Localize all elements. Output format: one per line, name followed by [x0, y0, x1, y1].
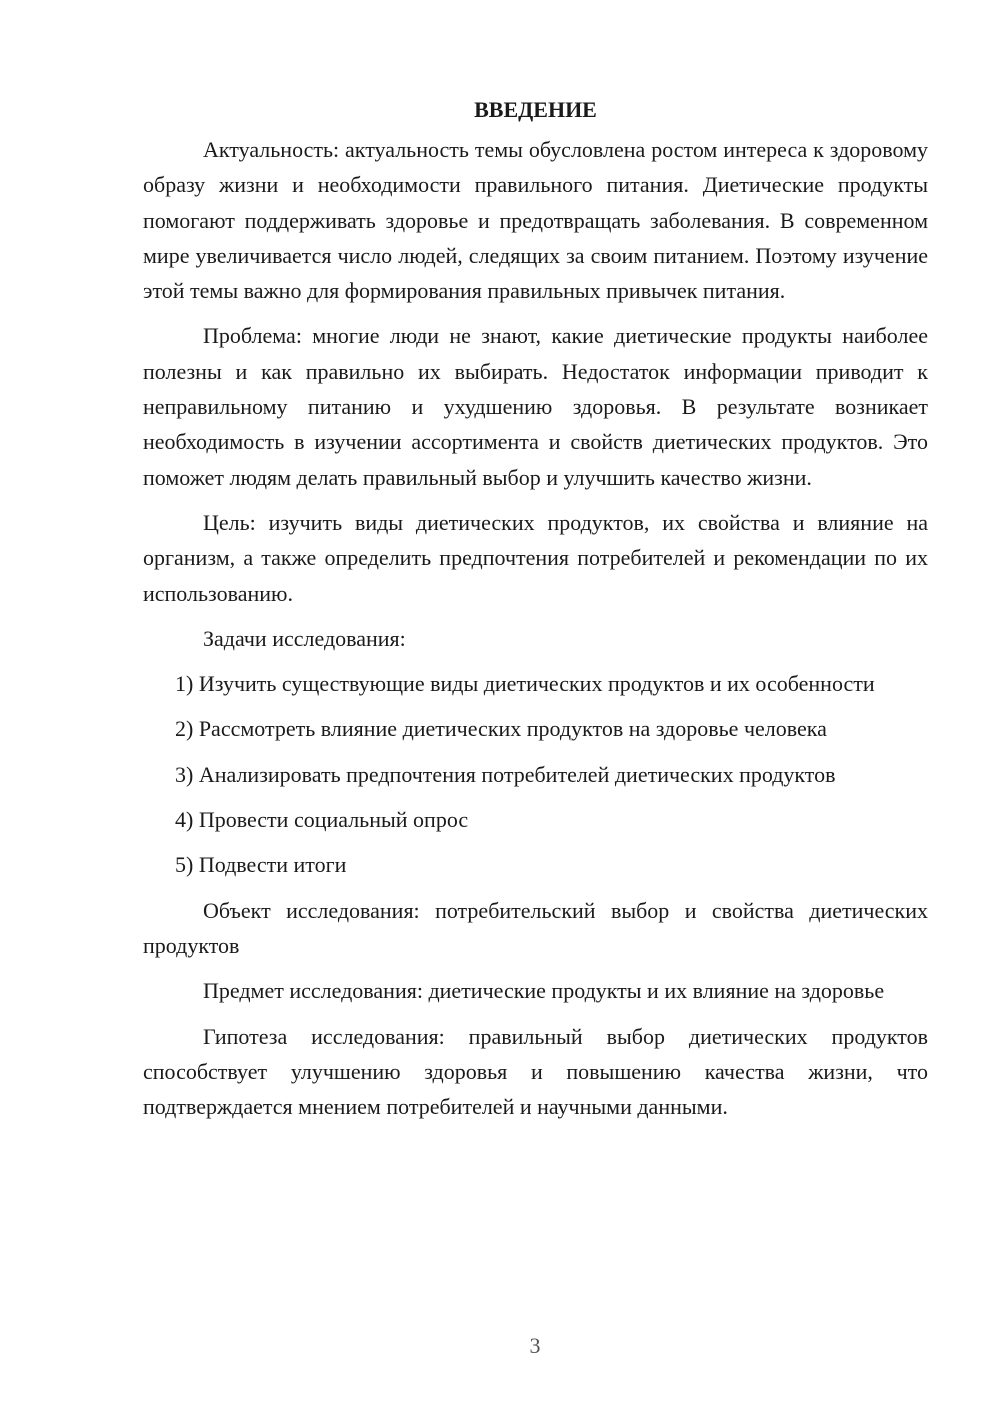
paragraph-problem: Проблема: многие люди не знают, какие диетические продукты наиболее полезны и как правильно их выбирать. Недостаток информации приводит к неправильному питанию и ухудшению здоровья. В результате возникает необходимость в изучении ассортимента и свойств диетических продуктов. Это поможет людям делать правильный выбор и улучшить качество жизни.	[143, 323, 928, 490]
list-item: 2) Рассмотреть влияние диетических продуктов на здоровье человека	[175, 716, 827, 742]
paragraph-goal: Цель: изучить виды диетических продуктов, их свойства и влияние на организм, а также определить предпочтения потребителей и рекомендации по их использованию.	[143, 509, 928, 606]
paragraph-relevance: Актуальность: актуальность темы обусловлена ростом интереса к здоровому образу жизни и необходимости правильного питания. Диетические продукты помогают поддерживать здоровье и предотвращать заболевания. В современном мире увеличивается число людей, следящих за своим питанием. Поэтому изучение этой темы важно для формирования правильных привычек питания.	[143, 137, 928, 304]
section-title: ВВЕДЕНИЕ	[474, 97, 597, 122]
paragraph-object: Объект исследования: потребительский выбор и свойства диетических продуктов	[143, 897, 928, 958]
list-item: 1) Изучить существующие виды диетических продуктов и их особенности	[175, 671, 875, 697]
list-item: 4) Провести социальный опрос	[175, 807, 469, 833]
paragraph-subject: Предмет исследования: диетические продукты и их влияние на здоровье	[203, 978, 885, 1004]
tasks-heading: Задачи исследования:	[203, 625, 406, 651]
paragraph-hypothesis: Гипотеза исследования: правильный выбор диетических продуктов способствует улучшению здоровья и повышению качества жизни, что подтверждается мнением потребителей и научными данными.	[143, 1023, 928, 1120]
page-number: 3	[529, 1333, 541, 1358]
tasks-list	[143, 666, 928, 882]
list-item: 3) Анализировать предпочтения потребителей диетических продуктов	[175, 761, 836, 787]
list-item: 5) Подвести итоги	[175, 852, 347, 878]
document-page	[143, 92, 928, 1124]
